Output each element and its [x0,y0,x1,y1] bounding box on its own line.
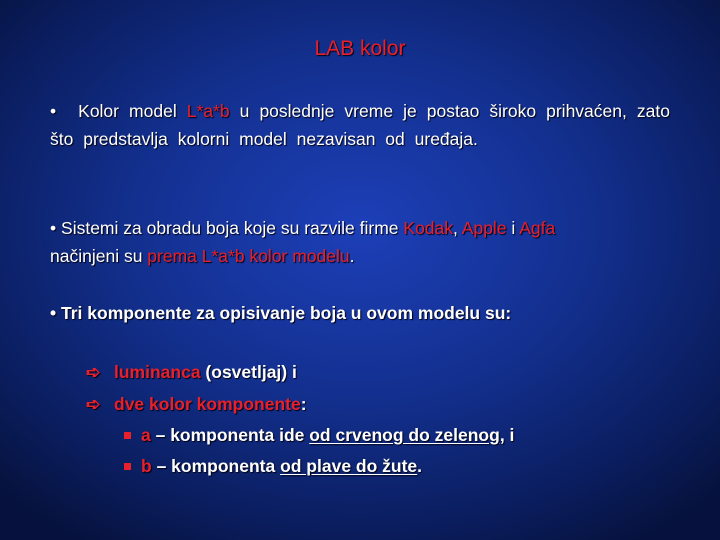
p3-text: Tri komponente za opisivanje boja u ovom modelu su: [61,303,512,323]
p1-text-1: Kolor model [78,101,187,121]
p2-comma: , [453,218,458,238]
paragraph-lab-model [50,97,670,153]
letter-b: b [141,456,152,476]
square-bullet-icon [124,463,131,470]
letter-a: a [141,425,151,445]
p2-dot: . [349,246,355,266]
subitem-a-text: – komponenta ide [150,425,310,445]
bullet: • [50,218,57,238]
component-item-color [86,392,307,416]
arrow-icon: ➪ [86,362,101,382]
bullet: • [50,303,57,323]
subitem-a-end: , i [499,425,515,445]
component-item-luminance [86,360,297,384]
lab-model-phrase: prema L*a*b kolor modelu [147,246,350,266]
subitem-b-end: . [417,456,423,476]
component-color-rest: : [300,394,307,414]
brand-apple: Apple [461,218,507,238]
p2-text-1: Sistemi za obradu boja koje su razvile firme [61,218,404,238]
paragraph-components-intro [50,301,690,325]
p2-text-2: načinjeni su [50,246,148,266]
arrow-icon: ➪ [86,394,101,414]
subitem-a [124,423,514,447]
lab-term: L*a*b [186,101,230,121]
paragraph-color-systems [50,214,690,270]
square-bullet-icon [124,432,131,439]
subitem-b-text: – komponenta [151,456,281,476]
component-color: dve kolor komponente [114,394,301,414]
brand-kodak: Kodak [403,218,454,238]
component-luminance-rest: (osvetljaj) i [200,362,297,382]
component-luminance: luminanca [114,362,201,382]
p1-text-2: u poslednje vreme je postao široko prihvaćen, zato što predstavlja kolorni model nezavisan od uređaja. [50,101,670,149]
subitem-b [124,454,422,478]
bullet: • [50,101,57,121]
brand-agfa: Agfa [519,218,556,238]
range-blue-yellow: od plave do žute [280,456,418,476]
p2-i: i [506,218,520,238]
range-red-green: od crvenog do zelenog [309,425,500,445]
slide-title: LAB kolor [314,37,406,60]
